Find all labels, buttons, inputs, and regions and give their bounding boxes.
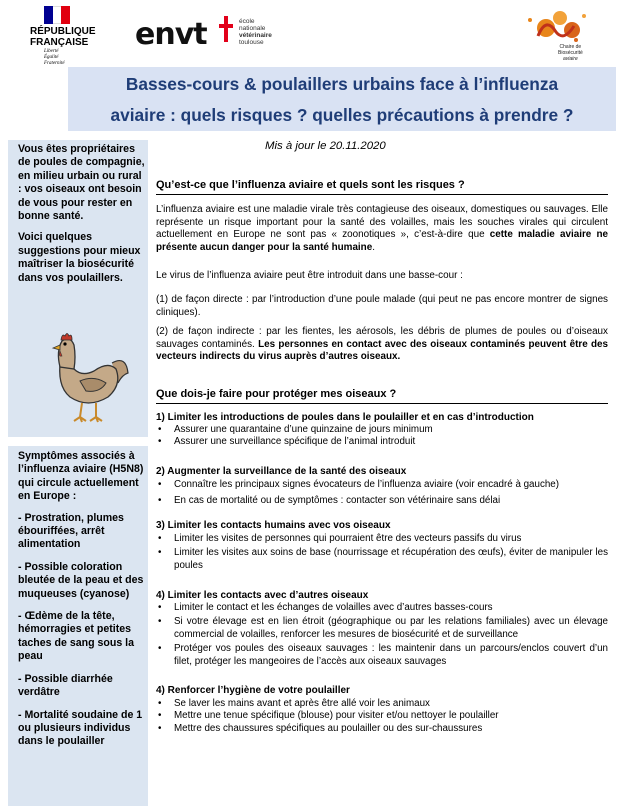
section-protection-title: Que dois-je faire pour protéger mes oiseaux ?: [156, 388, 397, 400]
hen-illustration: [30, 325, 135, 425]
measure-5-title: 4) Renforcer l’hygiène de votre poulailler: [156, 685, 350, 696]
envt-sub-line3: vétérinaire: [239, 32, 272, 39]
measure-2-list: [156, 479, 608, 508]
section-divider: [156, 403, 608, 404]
update-date: Mis à jour le 20.11.2020: [265, 140, 386, 152]
measure-1-list: [156, 424, 608, 449]
rf-motto-line3: Fraternité: [44, 61, 65, 66]
direct-route-paragraph: (1) de façon directe : par l’introduction d’une poule malade (qui peut ne pas encore montrer de signes cliniques).: [156, 294, 608, 318]
chaire-line1: Chaire de: [559, 44, 582, 50]
rf-motto: [44, 49, 65, 67]
measure-2-title: 2) Augmenter la surveillance de la santé des oiseaux: [156, 466, 407, 477]
indirect-route-paragraph: [156, 326, 608, 364]
list-item: • Assurer une surveillance spécifique de l’animal introduit: [156, 436, 608, 448]
red-cross-icon: [219, 16, 233, 42]
title-line2: aviaire : quels risques ? quelles précautions à prendre ?: [110, 105, 574, 125]
section-divider: [156, 194, 608, 195]
rf-motto-line1: Liberté: [44, 49, 59, 54]
list-item: • En cas de mortalité ou de symptômes : contacter son vétérinaire sans délai: [156, 495, 608, 507]
envt-sub-line4: toulouse: [239, 39, 264, 46]
list-item: • Assurer une quarantaine d’une quinzaine de jours minimum: [156, 424, 608, 436]
chaire-caption: [558, 44, 583, 62]
title-line1: Basses-cours & poulaillers urbains face à l’influenza: [125, 74, 559, 94]
symptom-item: - Œdème de la tête, hémorragies et petites taches de sang sous la peau: [18, 610, 134, 663]
definition-text: L’influenza aviaire est une maladie virale très contagieuse des oiseaux, domestiques ou sauvages. Elle représente un risque important pour la santé des volailles, mais les souches virales qui circulent actuellement en Europe ne sont pas « zoonotiques », c’est-à-dire que: [156, 204, 608, 241]
chaire-line3: aviaire: [563, 56, 578, 62]
list-item: • Si votre élevage est en lien étroit (géographique ou par les relations familiales) avec un élevage commercial de volailles, renforcer les mesures de biosécurité et de surveillance: [156, 616, 608, 641]
rf-name-line1: RÉPUBLIQUE: [30, 26, 96, 37]
definition-end: .: [372, 241, 375, 253]
symptom-item: - Prostration, plumes ébouriffées, arrêt alimentation: [18, 511, 124, 551]
list-item: • Se laver les mains avant et après être allé voir les animaux: [156, 698, 608, 710]
chaire-line2: Biosécurité: [558, 50, 583, 56]
list-item: • Protéger vos poules des oiseaux sauvages : les maintenir dans un parcours/enclos couvert d’un filet, protéger les mangeoires de l’accès aux oiseaux sauvages: [156, 643, 608, 668]
envt-wordmark: envt: [135, 17, 207, 52]
measure-3-list: [156, 533, 608, 572]
definition-paragraph: [156, 204, 608, 254]
list-item: • Limiter les visites aux soins de base (nourrissage et récupération des œufs), éviter de manipuler les poules: [156, 547, 608, 572]
list-item: • Mettre des chaussures spécifiques au poulailler ou des sur-chaussures: [156, 723, 608, 735]
rf-name-line2: FRANÇAISE: [30, 37, 89, 48]
introduction-paragraph: Le virus de l’influenza aviaire peut être introduit dans une basse-cour :: [156, 270, 463, 281]
envt-sub-line1: école: [239, 18, 255, 25]
list-item: • Connaître les principaux signes évocateurs de l’influenza aviaire (voir encadré à gauche): [156, 479, 608, 491]
symptom-item: - Mortalité soudaine de 1 ou plusieurs individus dans le poulailler: [18, 708, 143, 748]
symptom-item: - Possible coloration bleutée de la peau et des muqueuses (cyanose): [18, 560, 144, 600]
list-item: • Mettre une tenue spécifique (blouse) pour visiter et/ou nettoyer le poulailler: [156, 710, 608, 722]
symptoms-title: Symptômes associés à l’influenza aviaire (H5N8) qui circule actuellement en Europe :: [18, 450, 144, 503]
list-item: • Limiter le contact et les échanges de volailles avec d’autres basses-cours: [156, 602, 608, 614]
indirect-route-bold-text: Les personnes en contact avec des oiseaux contaminés peuvent être des vecteurs indirects du virus auprès d’autres oiseaux.: [156, 338, 608, 363]
french-flag-icon: [44, 6, 70, 24]
symptoms-sidebar-box: [8, 446, 148, 806]
definition-bold-text: cette maladie aviaire ne présente aucun danger pour la santé humaine: [156, 229, 608, 253]
chaire-birds-icon: [516, 6, 606, 46]
measure-5-list: [156, 698, 608, 735]
chaire-biosecurite-logo: [516, 6, 606, 66]
sidebar-intro-1: Vous êtes propriétaires de poules de compagnie, en milieu urbain ou rural : vos oiseaux ont besoin de vous pour rester en bonne santé.: [18, 143, 145, 223]
measure-4-list: [156, 602, 608, 668]
envt-subtitle: [239, 18, 272, 46]
envt-logo: [135, 16, 295, 56]
title-banner: [68, 67, 616, 131]
measure-1-title: 1) Limiter les introductions de poules dans le poulailler et en cas d’introduction: [156, 412, 534, 423]
sidebar-intro-2: Voici quelques suggestions pour mieux maîtriser la biosécurité dans vos poulaillers.: [18, 231, 141, 284]
envt-sub-line2: nationale: [239, 25, 266, 32]
page-title: [68, 67, 616, 131]
measure-3-title: 3) Limiter les contacts humains avec vos oiseaux: [156, 520, 391, 531]
rf-name: [30, 26, 96, 48]
list-item: • Limiter les visites de personnes qui pourraient être des vecteurs passifs du virus: [156, 533, 608, 545]
section-risks-title: Qu’est-ce que l’influenza aviaire et quels sont les risques ?: [156, 179, 465, 191]
indirect-route-text: (2) de façon indirecte : par les fientes, les aérosols, les débris de plumes de poules ou d’oiseaux sauvages contaminés.: [156, 326, 608, 350]
measure-4-title: 4) Limiter les contacts avec d’autres oiseaux: [156, 590, 369, 601]
rf-motto-line2: Égalité: [44, 55, 59, 60]
republique-francaise-logo: [24, 6, 124, 66]
symptom-item: - Possible diarrhée verdâtre: [18, 672, 113, 699]
